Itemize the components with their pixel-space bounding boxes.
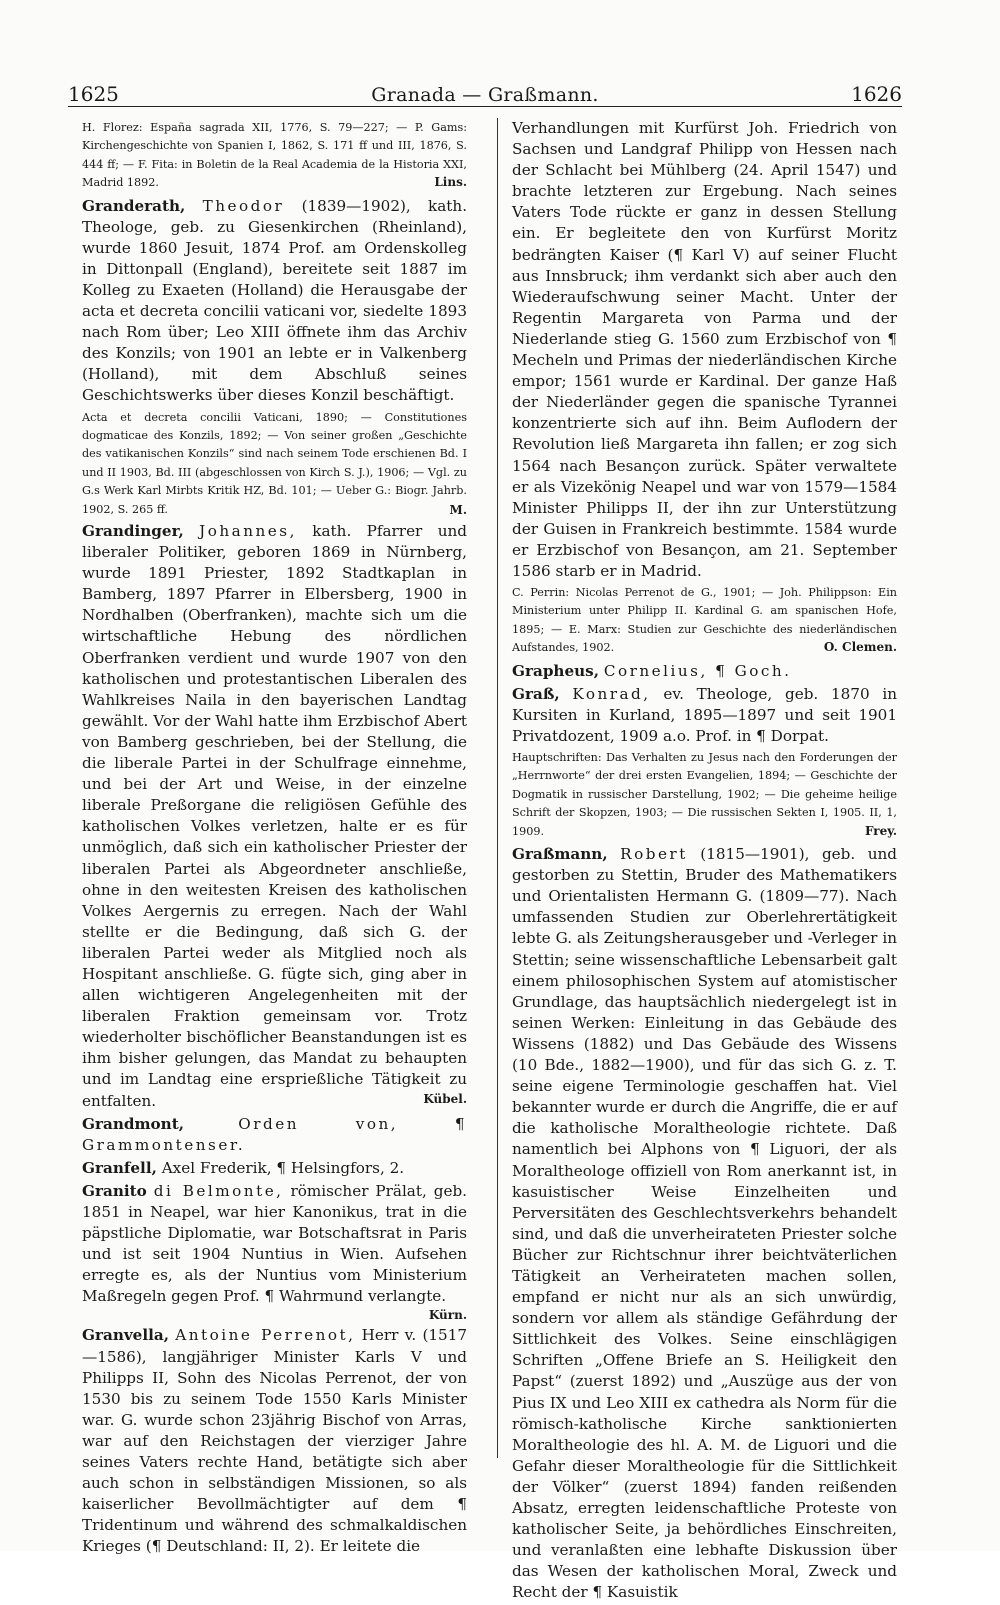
running-header (68, 70, 902, 107)
article-entry (82, 1325, 467, 1557)
entry-text: Orden von, ¶ Grammontenser. (82, 1114, 468, 1154)
entry-headword: Granito (82, 1181, 147, 1200)
entry-headword: Grapheus, (512, 661, 600, 680)
entry-text: ev. Theologe, geb. 1870 in Kursiten in Kurland, 1895—1897 und seit 1901 Privatdozent, 1909 a.o. Prof. in ¶ Dorpat. (512, 684, 897, 745)
article-entry (512, 844, 897, 1603)
article-entry (82, 521, 467, 1112)
author-signature: O. Clemen. (823, 640, 897, 655)
entry-text: Herr v. (1517—1586), langjähriger Minister Karls V und Philipps II, Sohn des Nicolas Perrenot, der von 1530 bis zu seinem Tode 1550 Karls Minister war. G. wurde schon 23jährig Bischof von Arras, war auf den Reichstagen der vierziger Jahre seines Vaters rechte Hand, betätigte sich aber auch schon in selbständigen Missionen, so als kaiserlicher Bevollmächtigter auf dem ¶ Tridentinum und während des schmalkaldischen Krieges (¶ Deutschland: II, 2). Er leitete die (82, 1326, 468, 1556)
literature-note (82, 119, 467, 193)
literature-text: Acta et decreta concilii Vaticani, 1890; — Constitutiones dogmaticae des Konzils, 1892; — Von seiner großen „Geschichte des vatikanischen Konzils“ sind nach seinem Tode erschienen Bd. I und II 1903, Bd. III (abgeschlossen von Kirch S. J.), 1906; — Vgl. zu G.s Werk Karl Mirbts Kritik HZ, Bd. 101; — Ueber G.: Biogr. Jahrb. 1902, S. 265 ff. (82, 410, 467, 516)
entry-text: Verhandlungen mit Kurfürst Joh. Friedrich von Sachsen und Landgraf Philipp von Hessen nach der Schlacht bei Mühlberg (24. April 1547) und brachte letzteren zur Ergebung. Nach seines Vaters Tode rückte er ganz in dessen Stellung ein. Er begleitete den von Kurfürst Moritz bedrängten Kaiser (¶ Karl V) auf seiner Flucht aus Innsbruck; ihm verdankt sich aber auch den Wiederaufschwung seiner Macht. Unter der Regentin Margareta von Parma und der Niederlande stieg G. 1560 zum Erzbischof von ¶ Mecheln und Primas der niederländischen Kirche empor; 1561 wurde er Kardinal. Der ganze Haß der Niederländer gegen die spanische Tyrannei konzentrierte sich auf ihn. Beim Auflodern der Revolution ließ Margareta ihn fallen; er zog sich 1564 nach Besançon zurück. Später verwaltete er als Vizekönig Neapel und war von 1579—1584 Minister Philipps II, der ihn zur Unterstützung der Guisen in Frankreich bestimmte. 1584 wurde er Erzbischof von Besançon, am 21. September 1586 starb er in Madrid. (512, 119, 897, 580)
entry-text: (1839—1902), kath. Theologe, geb. zu Giesenkirchen (Rheinland), wurde 1860 Jesuit, 1874 Prof. am Ordenskolleg in Dittonpall (England), bereitete seit 1887 im Kolleg zu Exaeten (Holland) die Herausgabe der acta et decreta concilii vaticani vor, siedelte 1893 nach Rom über; Leo XIII öffnete ihm das Archiv des Konzils; von 1901 an lebte er in Valkenberg (Holland), mit dem Abschluß seines Geschichtswerks über dieses Konzil beschäftigt. (82, 196, 468, 405)
entry-text: Cornelius, ¶ Goch. (603, 661, 792, 680)
entry-headword: Graß, (512, 684, 560, 703)
literature-note (82, 409, 467, 518)
right-column (512, 118, 897, 1605)
entry-headword: Grandmont, (82, 1114, 185, 1133)
literature-note (512, 749, 897, 841)
entry-headword: Granfell, (82, 1158, 157, 1177)
article-entry (82, 1158, 467, 1179)
literature-text: H. Florez: España sagrada XII, 1776, S. 79—227; — P. Gams: Kirchengeschichte von Spanien I, 1862, S. 171 ff und III, 1876, S. 444 ff; — F. Fita: in Boletin de la Real Academia de la Historia XXI, Madrid 1892. (82, 121, 467, 190)
author-signature: Lins. (434, 175, 467, 190)
entry-headword: Granderath, (82, 196, 186, 215)
entry-name: Theodor (202, 196, 285, 215)
entry-headword: Granvella, (82, 1326, 170, 1345)
entry-text: (1815—1901), geb. und gestorben zu Stettin, Bruder des Mathematikers und Orientalisten Hermann G. (1809—77). Nach umfassenden Studien zur Oberlehrertätigkeit lebte G. als Zeitungsherausgeber und -Verleger in Stettin; seine wissenschaftliche Lebensarbeit galt einem philosophischen System auf atomistischer Grundlage, das hauptsächlich niedergelegt ist in seinen Werken: Einleitung in das Gebäude des Wissens (1882) und Das Gebäude des Wissens (10 Bde., 1882—1900), und für das sich G. z. T. seine eigene Terminologie geschaffen hat. Viel bekannter wurde er durch die Angriffe, die er auf die katholische Moraltheologie richtete. Daß namentlich bei Alphons von ¶ Liguori, der als Moraltheologe offiziell von Rom anerkannt ist, in kasuistischer Weise Einzelheiten und Perversitäten des Geschlechtsverkehrs behandelt sind, und daß die unverheirateten Priester solche Bücher zur Richtschnur ihrer beichtväterlichen Tätigkeit an Verheirateten machen sollen, empfand er nicht nur als an sich unwürdig, sondern vor allem als ständige Gefährdung der Sittlichkeit des Volkes. Seine einschlägigen Schriften „Offene Briefe an S. Heiligkeit den Papst“ (zuerst 1892) und „Auszüge aus der von Pius IX und Leo XIII ex cathedra als Norm für die römisch-katholische Kirche sanktionierten Moraltheologie des hl. A. M. de Liguori und die Gefahr dieser Moraltheologie für die Sittlichkeit der Völker“ (zuerst 1894) fanden reißenden Absatz, erregten leidenschaftliche Proteste von katholischer Seite, ja behördliches Einschreiten, und veranlaßten eine lebhafte Diskussion über das Wesen der katholischen Moral, Zweck und Recht der ¶ Kasuistik (512, 845, 898, 1602)
author-signature: M. (449, 503, 467, 517)
left-column (82, 118, 467, 1560)
article-entry (82, 196, 467, 407)
literature-text: Hauptschriften: Das Verhalten zu Jesus nach den Forderungen der „Herrnworte“ der drei ersten Evangelien, 1894; — Geschichte der Dogmatik in russischer Darstellung, 1902; — Die geheime heilige Schrift der Skopzen, 1903; — Die russischen Sekten I, 1905. II, 1, 1909. (512, 751, 897, 838)
entry-name: Antoine Perrenot, (175, 1326, 356, 1345)
article-entry (82, 1114, 467, 1156)
article-entry-continued (512, 118, 897, 582)
entry-name: Johannes, (199, 522, 297, 540)
author-signature: Kürn. (428, 1308, 467, 1323)
article-entry (512, 661, 897, 682)
literature-text: C. Perrin: Nicolas Perrenot de G., 1901; — Joh. Philippson: Ein Ministerium unter Philipp II. Kardinal G. am spanischen Hofe, 1895; — E. Marx: Studien zur Geschichte des niederländischen Aufstandes, 1902. (512, 586, 897, 655)
entry-text: kath. Pfarrer und liberaler Politiker, geboren 1869 in Nürnberg, wurde 1891 Priester, 1892 Stadtkaplan in Bamberg, 1897 Pfarrer in Elbersberg, 1900 in Nordhalben (Oberfranken), machte sich um die wirtschaftliche Hebung des nördlichen Oberfranken verdient und wurde 1907 von den katholischen und protestantischen Liberalen des Wahlkreises Naila in den bayerischen Landtag gewählt. Vor der Wahl hatte ihm Erzbischof Abert von Bamberg geschrieben, bei der Stellung, die die liberale Partei in der Schulfrage einnehme, und bei der Art und Weise, in der einzelne liberale Preßorgane die religiösen Gefühle des katholischen Volkes verletzen, halte er es für unmöglich, daß sich ein katholischer Priester der liberalen Partei als Abgeordneter anschließe, ohne in den weitesten Kreisen des katholischen Volkes Aergernis zu erregen. Nach der Wahl stellte er die Bedingung, daß sich G. der liberalen Partei weder als Mitglied noch als Hospitant anschließe. G. fügte sich, ging aber in allen wichtigeren Angelegenheiten mit der liberalen Fraktion gemeinsam vor. Trotz wiederholter bischöflicher Beanstandungen ist es ihm bisher gelungen, das Mandat zu behaupten und im Landtag eine ersprießliche Tätigkeit zu entfalten. (82, 522, 467, 1110)
author-signature: Kübel. (423, 1091, 467, 1106)
entry-text: Axel Frederik, ¶ Helsingfors, 2. (161, 1158, 405, 1177)
entry-name: di Belmonte, (153, 1181, 284, 1200)
entry-text: römischer Prälat, geb. 1851 in Neapel, war hier Kanonikus, trat in die päpstliche Diplomatie, war Botschaftsrat in Paris und ist seit 1904 Nuntius in Wien. Aufsehen erregte es, als der Nuntius vom Ministerium Maßregeln gegen Prof. ¶ Wahrmund verlangte. (82, 1181, 467, 1306)
entry-headword: Graßmann, (512, 845, 608, 864)
column-number-left: 1625 (68, 82, 119, 106)
column-number-right: 1626 (851, 82, 902, 106)
running-title: Granada — Graßmann. (371, 84, 599, 106)
author-signature: Frey. (864, 823, 897, 838)
entry-headword: Grandinger, (82, 522, 184, 540)
literature-note (512, 584, 897, 658)
article-entry (512, 684, 897, 747)
column-divider (497, 118, 498, 1458)
article-entry (82, 1181, 467, 1324)
entry-name: Konrad, (572, 684, 651, 703)
entry-name: Robert (620, 845, 688, 864)
